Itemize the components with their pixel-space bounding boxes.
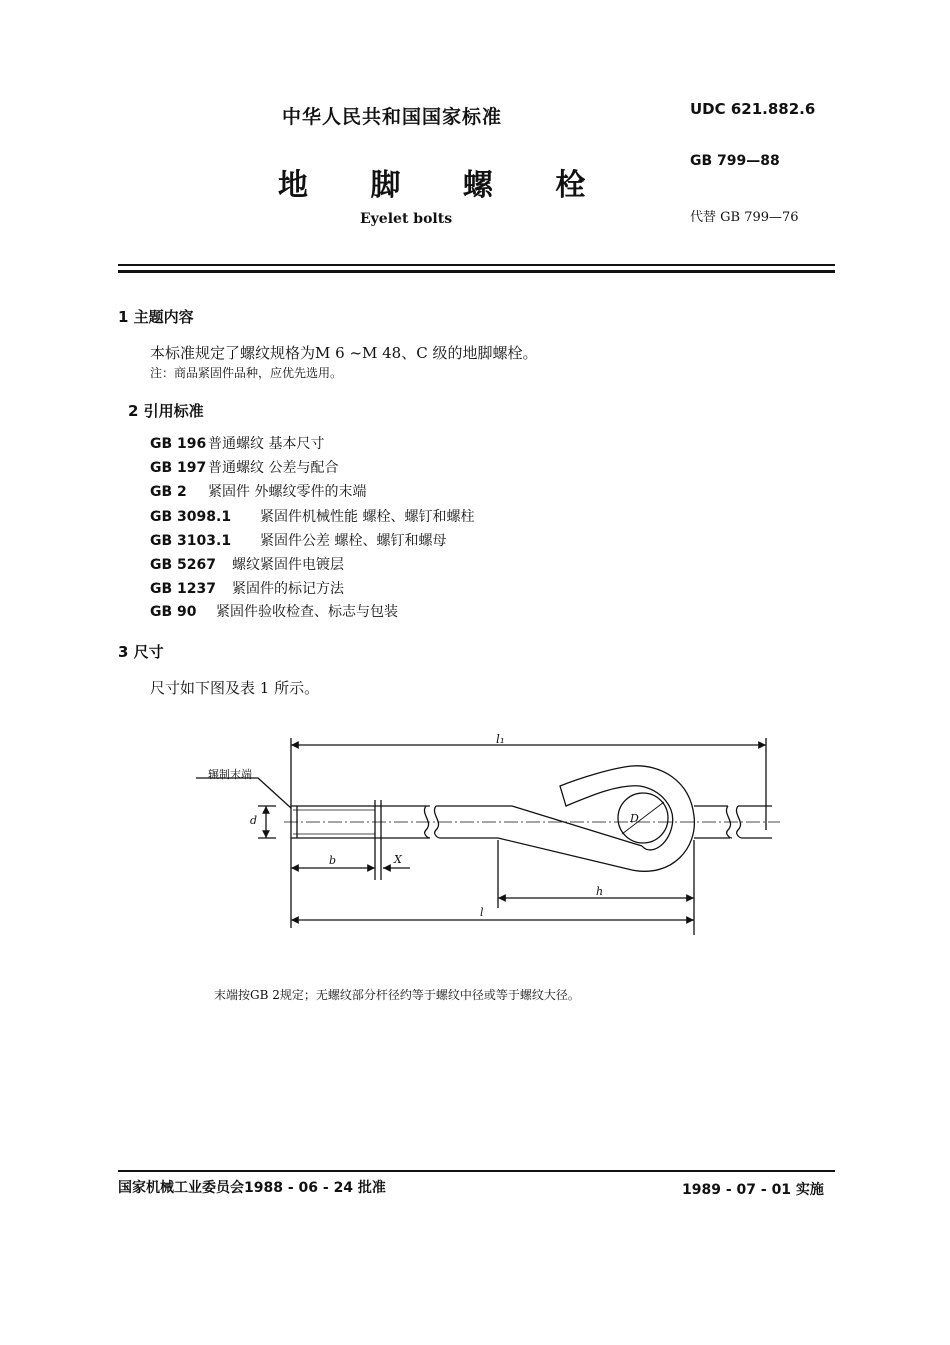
section-3-heading: 3 尺寸 <box>118 643 164 661</box>
hook-diameter-line <box>622 802 664 834</box>
label-x: X <box>394 853 402 866</box>
reference-code: GB 90 <box>150 604 197 620</box>
udc-number: UDC 621.882.6 <box>690 100 816 118</box>
label-h: h <box>596 885 604 898</box>
bend-lower <box>498 838 632 870</box>
reference-title: 螺纹紧固件电镀层 <box>232 557 344 573</box>
section-3-body: 尺寸如下图及表 1 所示。 <box>150 679 320 697</box>
reference-title: 紧固件 外螺纹零件的末端 <box>208 484 367 500</box>
label-d: d <box>250 814 258 827</box>
section-1-body: 本标准规定了螺纹规格为M 6 ~M 48、C 级的地脚螺栓。 <box>150 344 538 362</box>
footer-rule <box>118 1170 835 1172</box>
replaces-standard: 代替 GB 799—76 <box>690 210 799 225</box>
label-l1: l₁ <box>496 732 505 746</box>
standard-title: 中华人民共和国国家标准 <box>282 106 503 128</box>
approval-date: 国家机械工业委员会1988 - 06 - 24 批准 <box>118 1180 386 1196</box>
section-2-heading: 2 引用标准 <box>128 402 204 420</box>
bend-upper <box>512 806 642 846</box>
reference-code: GB 1237 <box>150 581 217 597</box>
leader-rolled-end <box>196 778 291 808</box>
reference-code: GB 196 <box>150 436 207 452</box>
reference-title: 普通螺纹 基本尺寸 <box>208 436 325 452</box>
reference-code: GB 3103.1 <box>150 533 232 549</box>
document-title-cn: 地 脚 螺 栓 <box>278 168 612 203</box>
effective-date: 1989 - 07 - 01 实施 <box>682 1182 824 1198</box>
reference-code: GB 5267 <box>150 557 217 573</box>
reference-title: 紧固件机械性能 螺栓、螺钉和螺柱 <box>260 509 475 525</box>
reference-title: 紧固件验收检查、标志与包装 <box>216 604 398 620</box>
section-1-note: 注：商品紧固件品种，应优先选用。 <box>150 366 343 380</box>
label-rolled-end: 辗制末端 <box>208 768 252 781</box>
section-1-heading: 1 主题内容 <box>118 308 194 326</box>
reference-title: 紧固件公差 螺栓、螺钉和螺母 <box>260 533 447 549</box>
label-l: l <box>480 906 484 919</box>
reference-code: GB 3098.1 <box>150 509 232 525</box>
hook-eye <box>560 766 694 871</box>
label-D: D <box>630 812 639 825</box>
gb-number: GB 799—88 <box>690 153 780 169</box>
reference-title: 紧固件的标记方法 <box>232 581 344 597</box>
document-title-en: Eyelet bolts <box>360 211 453 227</box>
figure-caption: 末端按GB 2规定；无螺纹部分杆径约等于螺纹中径或等于螺纹大径。 <box>214 988 580 1002</box>
reference-code: GB 2 <box>150 484 187 500</box>
label-b: b <box>329 854 337 867</box>
reference-code: GB 197 <box>150 460 207 476</box>
reference-title: 普通螺纹 公差与配合 <box>208 460 339 476</box>
